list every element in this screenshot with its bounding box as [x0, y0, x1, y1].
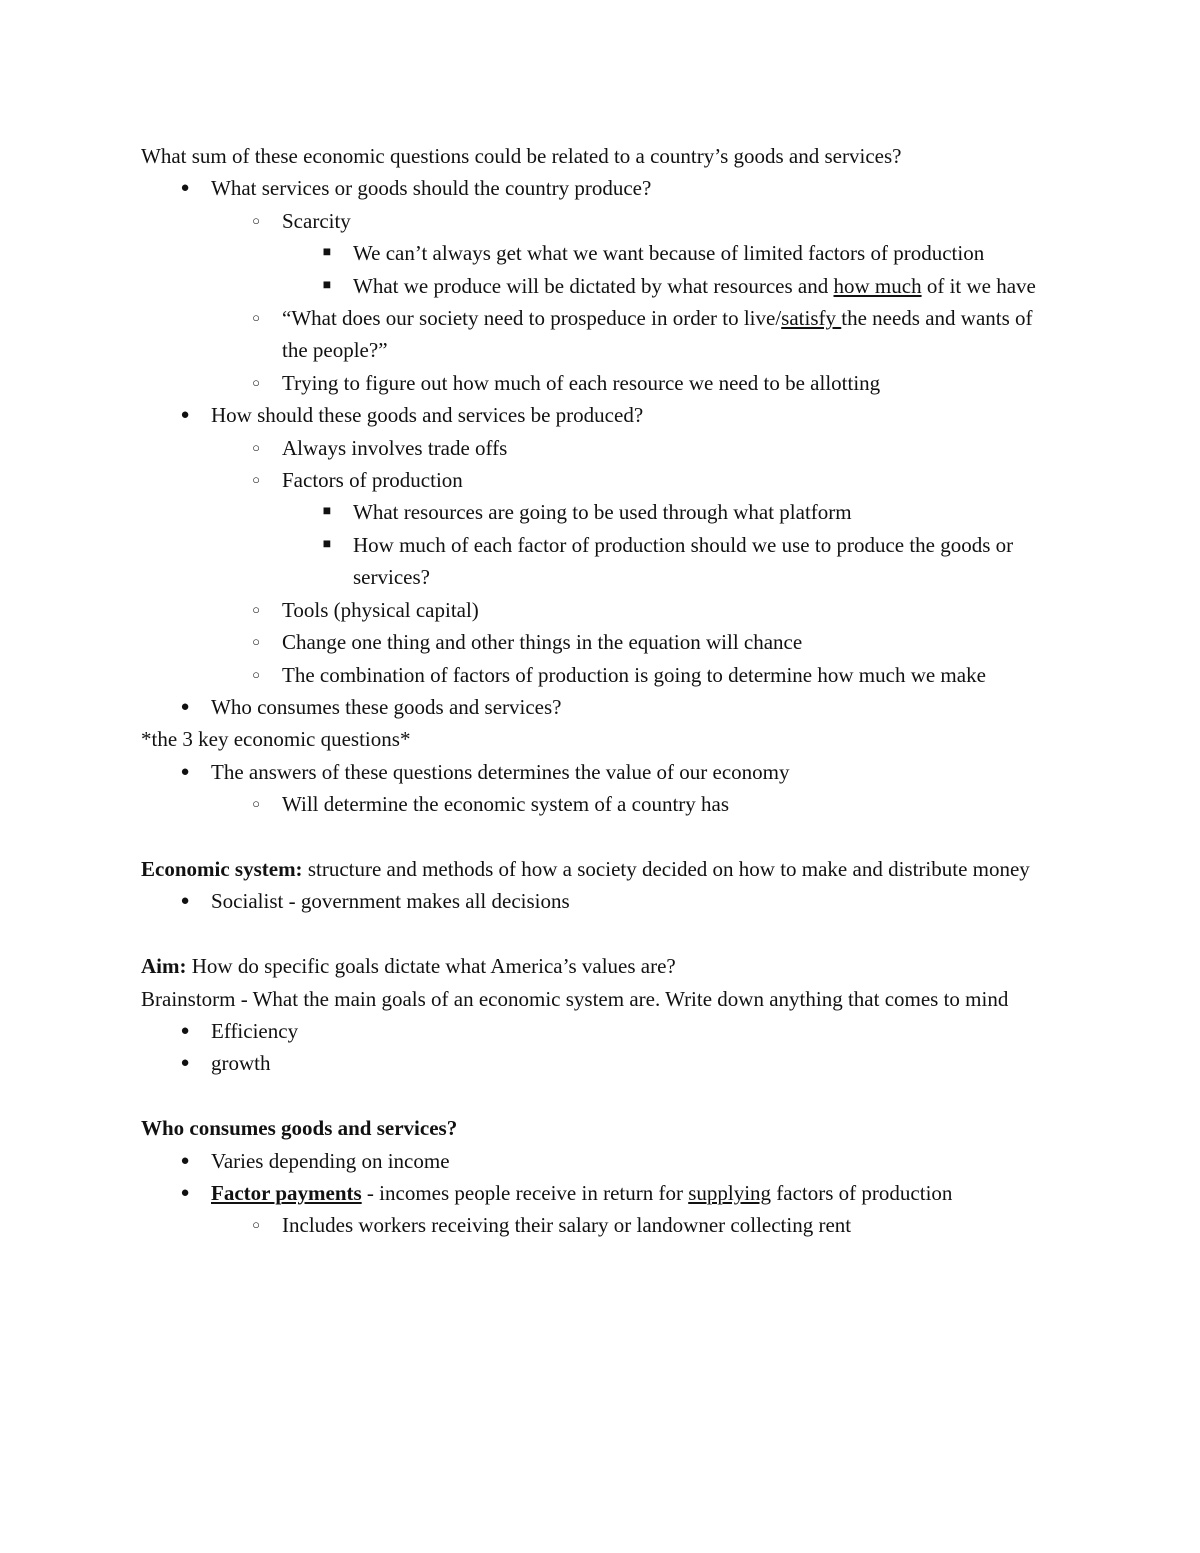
aim-line: Aim: How do specific goals dictate what America’s values are? — [141, 954, 676, 979]
question-intro: What sum of these economic questions could be related to a country’s goods and services? — [141, 144, 902, 168]
list-item: ● Socialist - government makes all decisions — [141, 885, 1046, 917]
list-item: ● Who consumes these goods and services? — [141, 691, 1046, 723]
underlined-text: satisfy — [781, 306, 842, 331]
blank-line — [141, 918, 1046, 950]
list-item: ■ What resources are going to be used through what platform — [141, 496, 1046, 528]
term-label: Economic system: — [141, 856, 303, 881]
disc-bullet-icon: ● — [180, 763, 190, 780]
disc-bullet-icon: ● — [180, 1022, 190, 1039]
disc-bullet-icon: ● — [180, 1184, 190, 1201]
circle-bullet-icon: ○ — [252, 601, 260, 617]
list-item: ○ Trying to figure out how much of each resource we need to be allotting — [141, 367, 1046, 399]
list-item: ■ What we produce will be dictated by what resources and how much of it we have — [141, 270, 1046, 302]
list-item: ○ Includes workers receiving their salary or landowner collecting rent — [141, 1209, 1046, 1241]
disc-bullet-icon: ● — [180, 1152, 190, 1169]
list-item: ○ Change one thing and other things in the equation will chance — [141, 626, 1046, 658]
square-bullet-icon: ■ — [322, 277, 332, 293]
disc-bullet-icon: ● — [180, 893, 190, 910]
circle-bullet-icon: ○ — [252, 212, 260, 228]
circle-bullet-icon: ○ — [252, 796, 260, 812]
section-heading: Who consumes goods and services? — [141, 1116, 458, 1141]
list-item: ● Efficiency — [141, 1015, 1046, 1047]
disc-bullet-icon: ● — [180, 407, 190, 424]
list-item: ● The answers of these questions determines the value of our economy — [141, 756, 1046, 788]
notes-content — [141, 140, 1046, 1242]
key-questions-note: *the 3 key economic questions* — [141, 727, 411, 752]
list-item: ○ Scarcity — [141, 205, 1046, 237]
term-label: Factor payments — [211, 1180, 362, 1205]
disc-bullet-icon: ● — [180, 698, 190, 715]
circle-bullet-icon: ○ — [252, 1217, 260, 1233]
aim-label: Aim: — [141, 954, 187, 979]
list-item: ● How should these goods and services be produced? — [141, 399, 1046, 431]
brainstorm-line: Brainstorm - What the main goals of an economic system are. Write down anything that comes to mind — [141, 986, 1009, 1011]
list-item: ○ Always involves trade offs — [141, 432, 1046, 464]
list-item: ○ The combination of factors of production is going to determine how much we make — [141, 659, 1046, 691]
list-item: ○ Factors of production — [141, 464, 1046, 496]
list-item: ● Varies depending on income — [141, 1145, 1046, 1177]
square-bullet-icon: ■ — [322, 245, 332, 261]
circle-bullet-icon: ○ — [252, 634, 260, 650]
list-item: ○ “What does our society need to prospeduce in order to live/satisfy the needs and wants of the people?” — [141, 302, 1046, 367]
list-item: ● growth — [141, 1047, 1046, 1079]
square-bullet-icon: ■ — [322, 504, 332, 520]
circle-bullet-icon: ○ — [252, 374, 260, 390]
square-bullet-icon: ■ — [322, 536, 332, 552]
list-item: ■ We can’t always get what we want because of limited factors of production — [141, 237, 1046, 269]
economic-system-definition: Economic system: structure and methods of how a society decided on how to make and distribute money — [141, 856, 1030, 881]
blank-line — [141, 1080, 1046, 1112]
circle-bullet-icon: ○ — [252, 666, 260, 682]
circle-bullet-icon: ○ — [252, 472, 260, 488]
list-item: ■ How much of each factor of production should we use to produce the goods or services? — [141, 529, 1046, 594]
underlined-text: how much — [833, 273, 922, 298]
list-item: ○ Tools (physical capital) — [141, 594, 1046, 626]
list-item: ● What services or goods should the country produce? — [141, 172, 1046, 204]
disc-bullet-icon: ● — [180, 1055, 190, 1072]
underlined-text: supplying — [688, 1180, 772, 1205]
list-item: ○ Will determine the economic system of a country has — [141, 788, 1046, 820]
circle-bullet-icon: ○ — [252, 439, 260, 455]
circle-bullet-icon: ○ — [252, 310, 260, 326]
list-item: ● Factor payments - incomes people receive in return for supplying factors of production — [141, 1177, 1046, 1209]
blank-line — [141, 821, 1046, 853]
disc-bullet-icon: ● — [180, 180, 190, 197]
